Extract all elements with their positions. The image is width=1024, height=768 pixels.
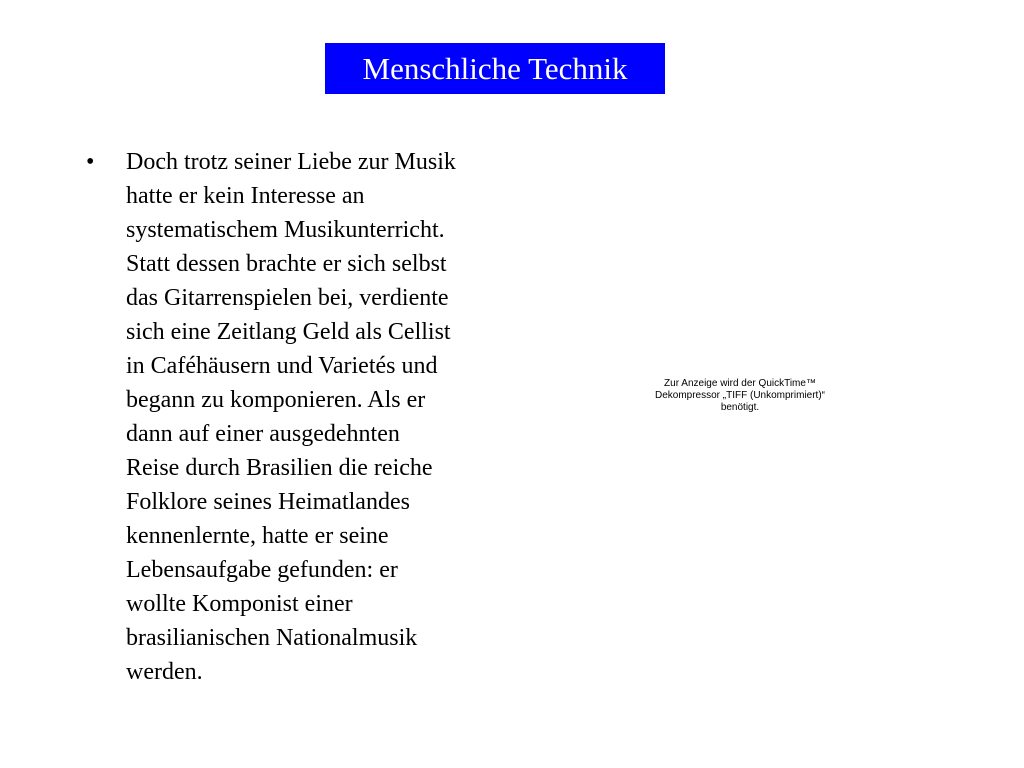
bullet-icon: • bbox=[86, 149, 95, 175]
bullet-line: dann auf einer ausgedehnten bbox=[126, 421, 400, 447]
bullet-line: Statt dessen brachte er sich selbst bbox=[126, 251, 447, 277]
bullet-line: Doch trotz seiner Liebe zur Musik bbox=[126, 149, 456, 175]
bullet-line: sich eine Zeitlang Geld als Cellist bbox=[126, 319, 451, 345]
title-box bbox=[325, 43, 665, 94]
bullet-line: wollte Komponist einer bbox=[126, 591, 353, 617]
bullet-line: hatte er kein Interesse an bbox=[126, 183, 365, 209]
bullet-line: begann zu komponieren. Als er bbox=[126, 387, 426, 413]
bullet-line: kennenlernte, hatte er seine bbox=[126, 523, 389, 549]
placeholder-line: Zur Anzeige wird der QuickTime™ bbox=[664, 378, 816, 389]
bullet-line: Lebensaufgabe gefunden: er bbox=[126, 557, 398, 583]
placeholder-line: benötigt. bbox=[720, 402, 760, 413]
page-title: Menschliche Technik bbox=[362, 51, 628, 86]
bullet-line: in Caféhäusern und Varietés und bbox=[126, 353, 438, 379]
quicktime-image-placeholder bbox=[620, 378, 860, 414]
bullet-line: Folklore seines Heimatlandes bbox=[126, 489, 410, 515]
bullet-line: systematischem Musikunterricht. bbox=[126, 217, 445, 243]
placeholder-line: Dekompressor „TIFF (Unkomprimiert)“ bbox=[654, 390, 825, 401]
bullet-line: brasilianischen Nationalmusik bbox=[126, 625, 418, 651]
bullet-line: das Gitarrenspielen bei, verdiente bbox=[126, 285, 449, 311]
bullet-line: werden. bbox=[126, 659, 203, 685]
bullet-line: Reise durch Brasilien die reiche bbox=[126, 455, 433, 481]
